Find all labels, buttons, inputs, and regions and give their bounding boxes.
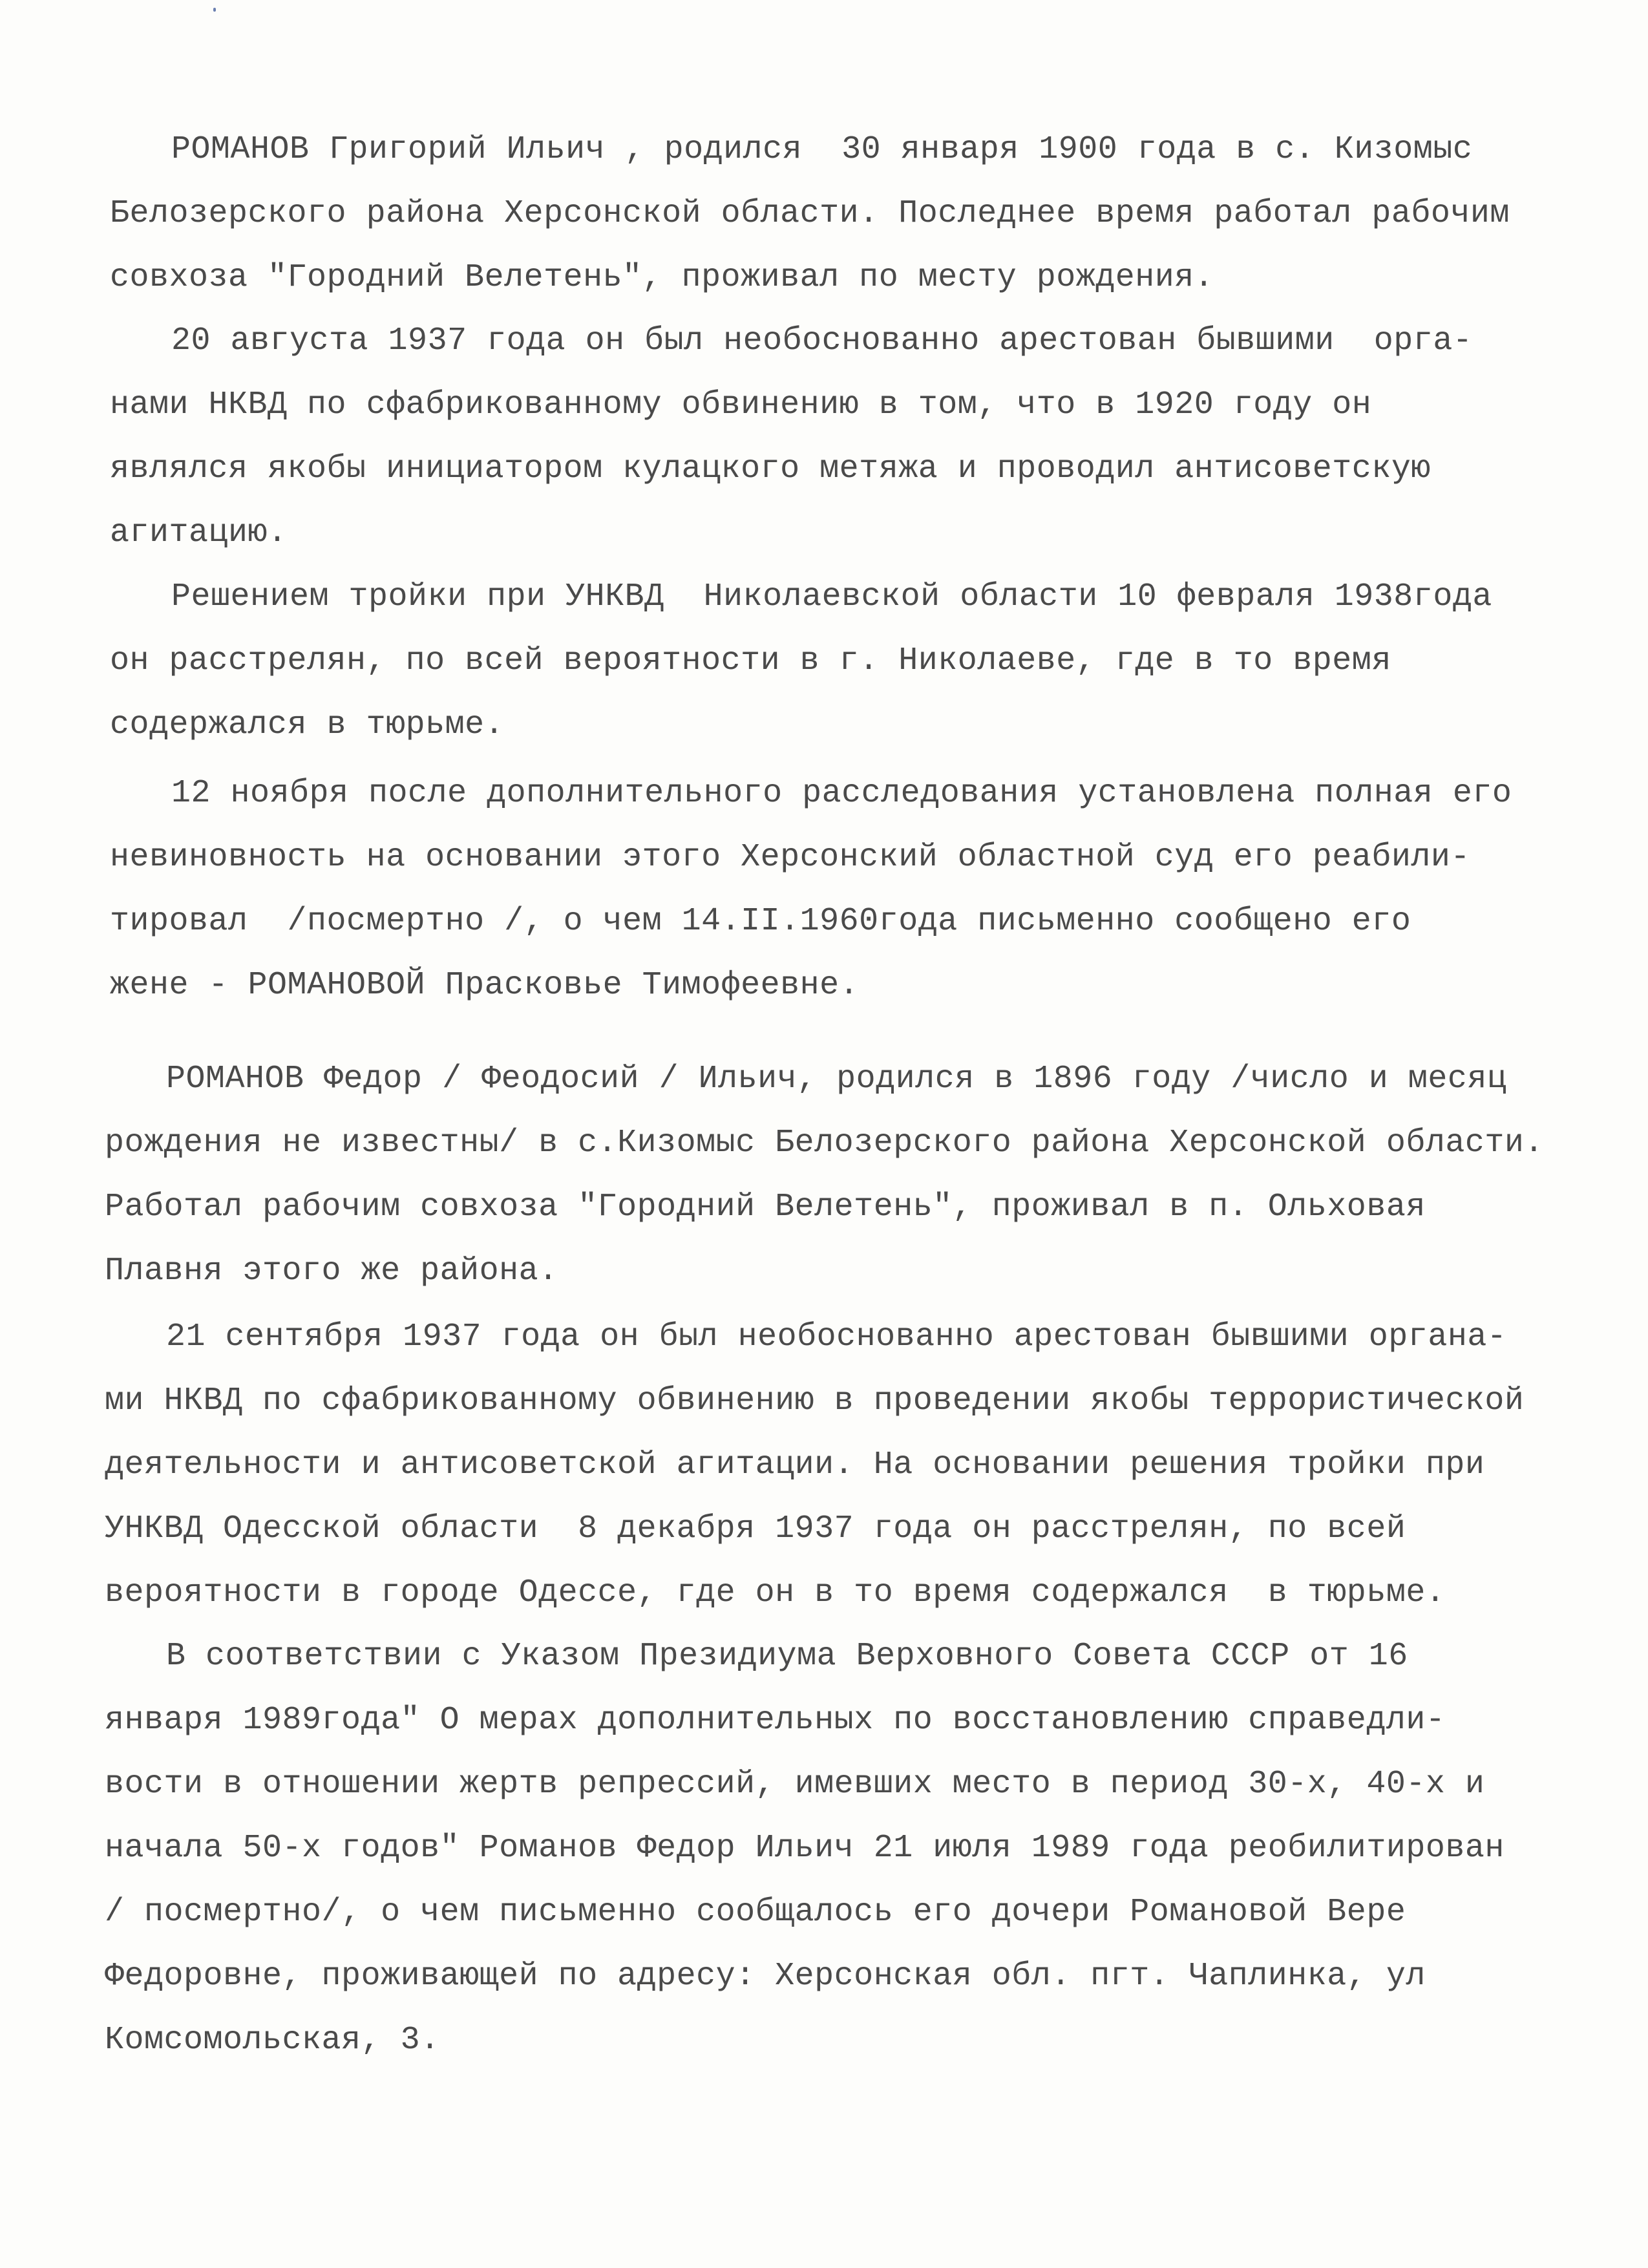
ink-speck [213,8,216,12]
text-line: РОМАНОВ Федор / Феодосий / Ильич, родился в 1896 году /число и месяц [166,1061,1507,1097]
text-line: РОМАНОВ Григорий Ильич , родился 30 января 1900 года в с. Кизомыс [171,131,1473,168]
text-line: агитацию. [110,514,288,551]
text-line: деятельности и антисоветской агитации. На основании решения тройки при [105,1447,1485,1483]
text-line: вости в отношении жертв репрессий, имевших место в период 30-х, 40-х и [105,1766,1485,1803]
text-line: Решением тройки при УНКВД Николаевской области 10 февраля 1938года [171,578,1492,615]
text-line: января 1989года" О мерах дополнительных по восстановлению справедли- [105,1702,1446,1739]
paragraph-romanov-grigory-bio [110,118,1596,310]
paragraph-romanov-grigory-execution [110,565,1596,757]
text-line: тировал /посмертно /, о чем 14.II.1960года письменно сообщено его [110,903,1411,940]
text-line: нами НКВД по сфабрикованному обвинению в том, что в 1920 году он [110,387,1372,423]
text-line: Комсомольская, 3. [105,2022,440,2059]
paragraph-romanov-fedor-arrest [105,1305,1591,1625]
text-line: содержался в тюрьме. [110,706,505,743]
text-line: совхоза "Городний Велетень", проживал по месту рождения. [110,259,1214,296]
text-line: вероятности в городе Одессе, где он в то время содержался в тюрьме. [105,1574,1446,1611]
text-line: ми НКВД по сфабрикованному обвинению в проведении якобы террористической [105,1383,1525,1419]
paragraph-romanov-fedor-bio [105,1047,1591,1303]
text-line: Работал рабочим совхоза "Городний Велетень", проживал в п. Ольховая [105,1189,1426,1225]
paragraph-romanov-grigory-arrest [110,309,1596,565]
text-line: являлся якобы инициатором кулацкого метяжа и проводил антисоветскую [110,450,1431,487]
text-line: УНКВД Одесской области 8 декабря 1937 года он расстрелян, по всей [105,1510,1406,1547]
text-line: Белозерского района Херсонской области. Последнее время работал рабочим [110,195,1510,232]
text-line: Плавня этого же района. [105,1253,558,1289]
text-line: рождения не известны/ в с.Кизомыс Белозерского района Херсонской области. [105,1125,1544,1161]
paragraph-romanov-grigory-rehabilitation [110,761,1596,1017]
text-line: Федоровне, проживающей по адресу: Херсонская обл. пгт. Чаплинка, ул [105,1958,1426,1995]
text-line: В соответствии с Указом Президиума Верховного Совета СССР от 16 [166,1638,1408,1675]
text-line: 12 ноября после дополнительного расследования установлена полная его [171,775,1512,812]
text-line: 21 сентября 1937 года он был необоснованно арестован бывшими органа- [166,1319,1507,1355]
text-line: начала 50-х годов" Романов Федор Ильич 21 июля 1989 года реобилитирован [105,1830,1505,1867]
text-line: жене - РОМАНОВОЙ Прасковье Тимофеевне. [110,967,860,1004]
paragraph-romanov-fedor-rehabilitation [105,1624,1591,2072]
text-line: 20 августа 1937 года он был необоснованно арестован бывшими орга- [171,323,1473,359]
text-line: / посмертно/, о чем письменно сообщалось его дочери Романовой Вере [105,1894,1406,1931]
text-line: он расстрелян, по всей вероятности в г. Николаеве, где в то время [110,642,1391,679]
text-line: невиновность на основании этого Херсонский областной суд его реабили- [110,839,1470,876]
